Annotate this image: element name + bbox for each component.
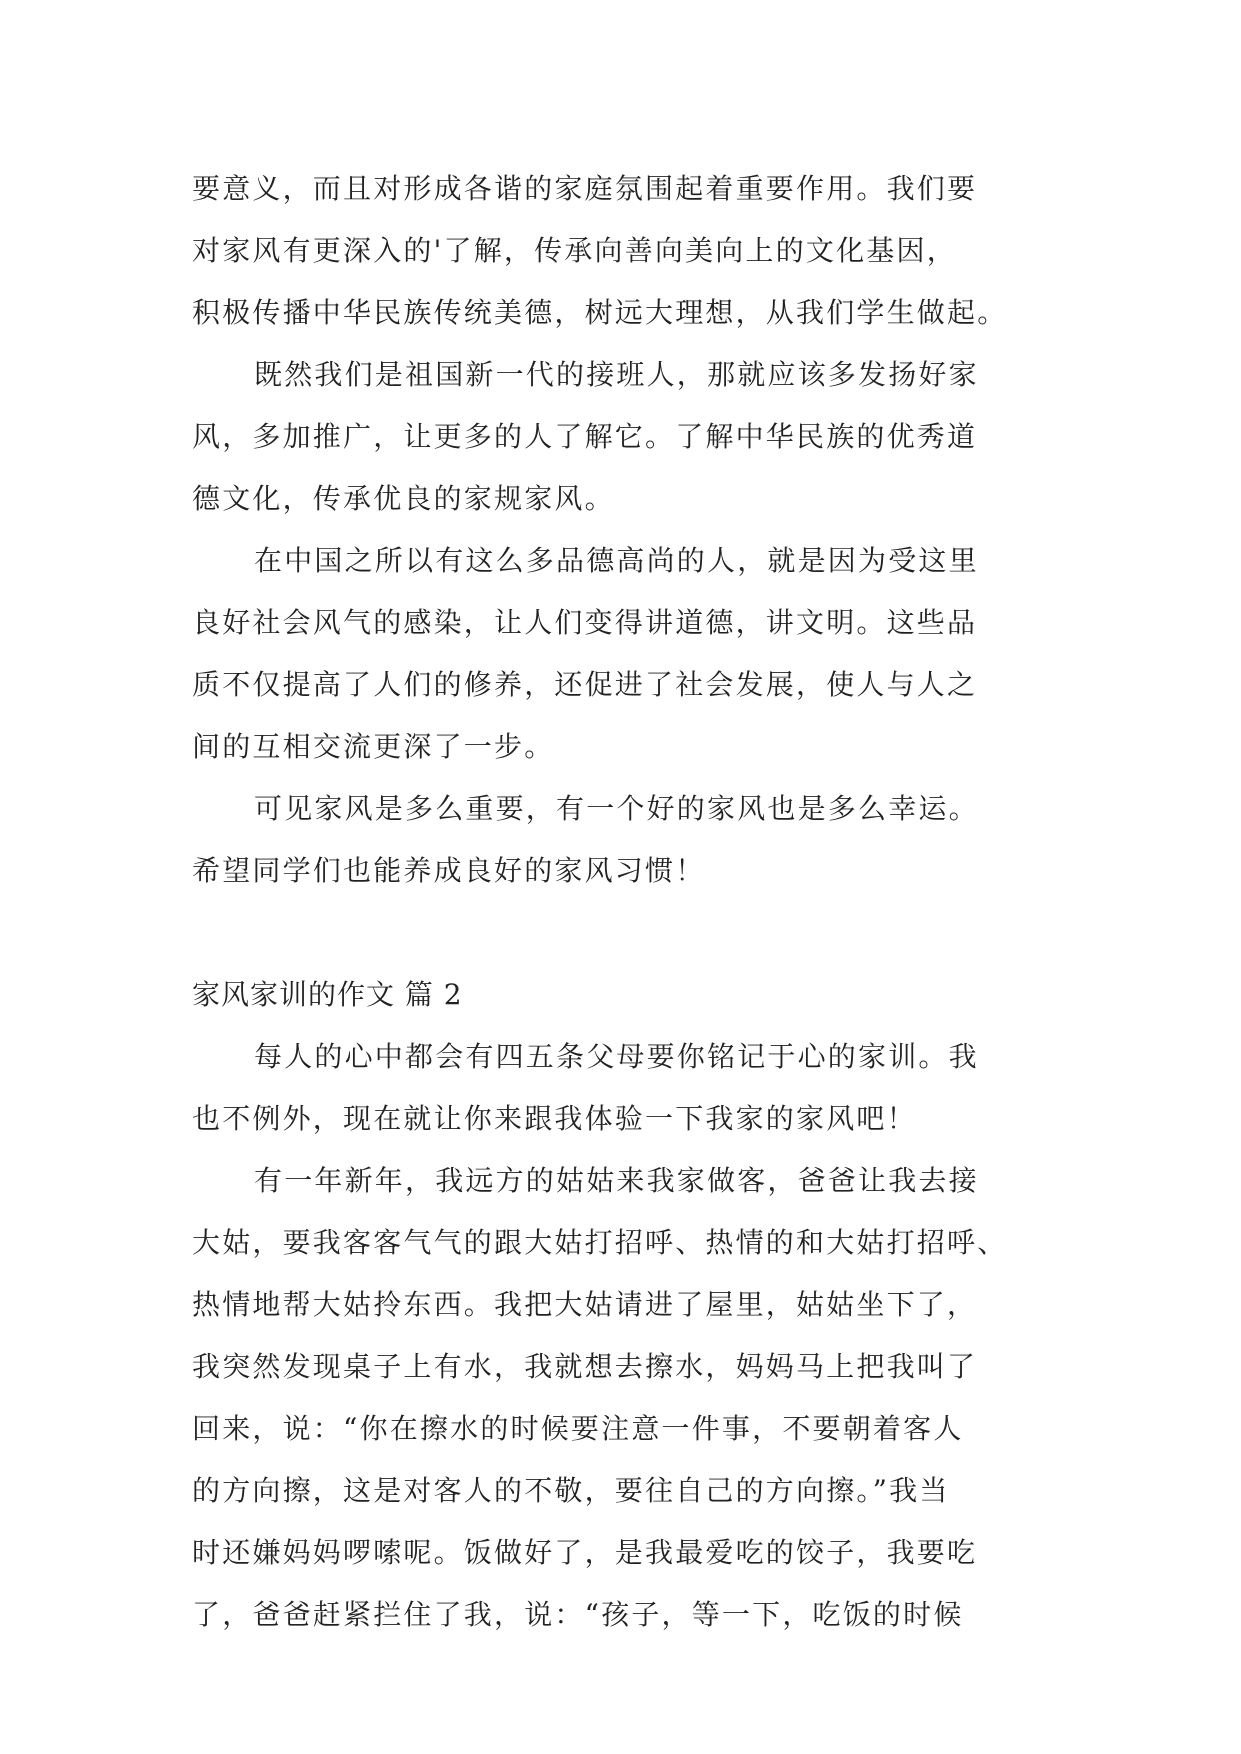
paragraph bbox=[192, 1026, 1064, 1150]
text-line: 对家风有更深入的'了解，传承向善向美向上的文化基因， bbox=[192, 234, 957, 267]
text-line: 热情地帮大姑拎东西。我把大姑请进了屋里，姑姑坐下了， bbox=[192, 1288, 978, 1321]
text-line: 既然我们是祖国新一代的接班人，那就应该多发扬好家 bbox=[254, 358, 979, 391]
text-line: 回来，说：“你在擦水的时候要注意一件事，不要朝着客人 bbox=[192, 1412, 964, 1445]
text-line: 德文化，传承优良的家规家风。 bbox=[192, 482, 615, 515]
text-line: 时还嫌妈妈啰嗦呢。饭做好了，是我最爱吃的饺子，我要吃 bbox=[192, 1536, 978, 1569]
section-title: 家风家训的作文 篇 2 bbox=[192, 978, 463, 1011]
document-body bbox=[192, 158, 1064, 1646]
paragraph bbox=[192, 1150, 1064, 1646]
text-line: 要意义，而且对形成各谐的家庭氛围起着重要作用。我们要 bbox=[192, 172, 978, 205]
text-line: 也不例外，现在就让你来跟我体验一下我家的家风吧！ bbox=[192, 1102, 917, 1135]
text-line: 希望同学们也能养成良好的家风习惯！ bbox=[192, 854, 706, 887]
paragraph bbox=[192, 158, 1064, 344]
text-line: 的方向擦，这是对客人的不敬，要往自己的方向擦。”我当 bbox=[192, 1474, 950, 1507]
text-line: 在中国之所以有这么多品德高尚的人，就是因为受这里 bbox=[254, 544, 979, 577]
text-line: 每人的心中都会有四五条父母要你铭记于心的家训。我 bbox=[254, 1040, 979, 1073]
paragraph bbox=[192, 530, 1064, 778]
paragraph bbox=[192, 344, 1064, 530]
text-line: 间的互相交流更深了一步。 bbox=[192, 730, 555, 763]
text-line: 质不仅提高了人们的修养，还促进了社会发展，使人与人之 bbox=[192, 668, 978, 701]
text-line: 良好社会风气的感染，让人们变得讲道德，讲文明。这些品 bbox=[192, 606, 978, 639]
text-line: 了，爸爸赶紧拦住了我，说：“孩子，等一下，吃饭的时候 bbox=[192, 1598, 964, 1631]
text-line: 风，多加推广，让更多的人了解它。了解中华民族的优秀道 bbox=[192, 420, 978, 453]
text-line: 可见家风是多么重要，有一个好的家风也是多么幸运。 bbox=[254, 792, 979, 825]
paragraph bbox=[192, 778, 1064, 902]
spacer bbox=[192, 902, 1064, 964]
text-line: 大姑，要我客客气气的跟大姑打招呼、热情的和大姑打招呼、 bbox=[192, 1226, 1008, 1259]
text-line: 积极传播中华民族传统美德，树远大理想，从我们学生做起。 bbox=[192, 296, 1008, 329]
text-line: 有一年新年，我远方的姑姑来我家做客，爸爸让我去接 bbox=[254, 1164, 979, 1197]
text-line: 我突然发现桌子上有水，我就想去擦水，妈妈马上把我叫了 bbox=[192, 1350, 978, 1383]
